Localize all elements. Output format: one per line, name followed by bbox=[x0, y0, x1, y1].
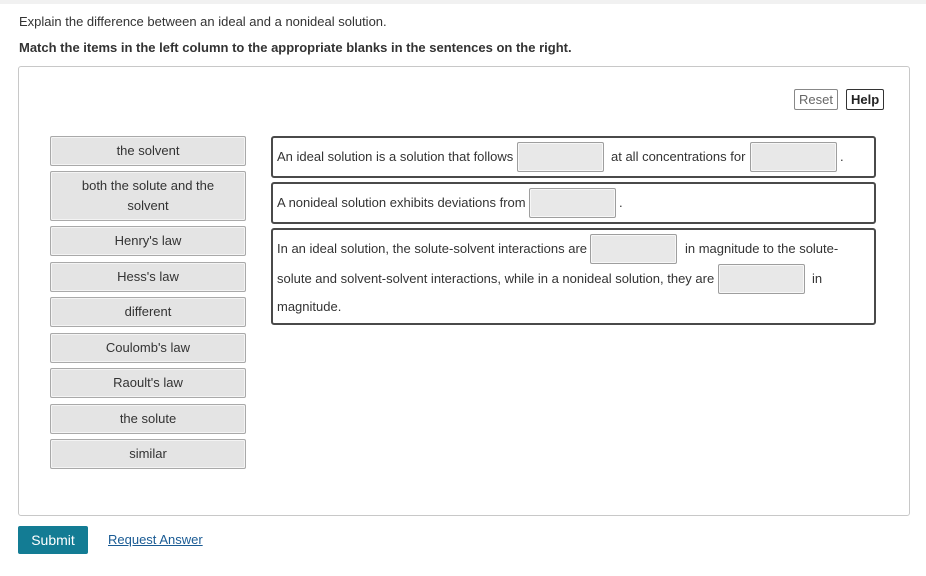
answer-tile-both-solute-solvent[interactable]: both the solute and the solvent bbox=[50, 171, 246, 221]
reset-button[interactable]: Reset bbox=[794, 89, 838, 110]
sentence-2-period: . bbox=[619, 195, 623, 210]
drop-target-3b[interactable] bbox=[718, 264, 805, 294]
sentence-3-text-c: solute and solvent-solvent interactions, while in a nonideal solution, they are bbox=[277, 271, 715, 286]
sentence-3-text-d: in bbox=[812, 271, 823, 286]
submit-button[interactable]: Submit bbox=[18, 526, 88, 554]
drop-target-1a[interactable] bbox=[517, 142, 604, 172]
sentence-3-text-e: magnitude. bbox=[277, 299, 342, 314]
sentence-interactions bbox=[271, 228, 876, 325]
answer-tile-the-solvent[interactable]: the solvent bbox=[50, 136, 246, 166]
sentence-3-text-a: In an ideal solution, the solute-solvent interactions are bbox=[277, 241, 588, 256]
drop-target-3a[interactable] bbox=[590, 234, 677, 264]
matching-panel bbox=[18, 66, 910, 516]
answer-tile-henrys-law[interactable]: Henry's law bbox=[50, 226, 246, 256]
question-instruction: Match the items in the left column to the appropriate blanks in the sentences on the right. bbox=[19, 40, 572, 55]
drop-target-1b[interactable] bbox=[750, 142, 837, 172]
sentence-nonideal-solution bbox=[271, 182, 876, 224]
sentence-ideal-solution bbox=[271, 136, 876, 178]
sentence-3-text-b: in magnitude to the solute- bbox=[685, 241, 839, 256]
drop-target-2a[interactable] bbox=[529, 188, 616, 218]
answer-tile-different[interactable]: different bbox=[50, 297, 246, 327]
sentence-1-text-a: An ideal solution is a solution that follows bbox=[277, 149, 514, 164]
answer-tile-similar[interactable]: similar bbox=[50, 439, 246, 469]
sentence-2-text-a: A nonideal solution exhibits deviations from bbox=[277, 195, 526, 210]
request-answer-link[interactable]: Request Answer bbox=[108, 532, 203, 547]
answer-tile-the-solute[interactable]: the solute bbox=[50, 404, 246, 434]
answer-tile-hess-law[interactable]: Hess's law bbox=[50, 262, 246, 292]
help-button[interactable]: Help bbox=[846, 89, 884, 110]
sentence-1-text-b: at all concentrations for bbox=[611, 149, 746, 164]
sentence-1-period: . bbox=[840, 149, 844, 164]
answer-tile-coulombs-law[interactable]: Coulomb's law bbox=[50, 333, 246, 363]
answer-tile-raoults-law[interactable]: Raoult's law bbox=[50, 368, 246, 398]
top-divider bbox=[0, 0, 926, 4]
question-prompt: Explain the difference between an ideal and a nonideal solution. bbox=[19, 14, 387, 29]
